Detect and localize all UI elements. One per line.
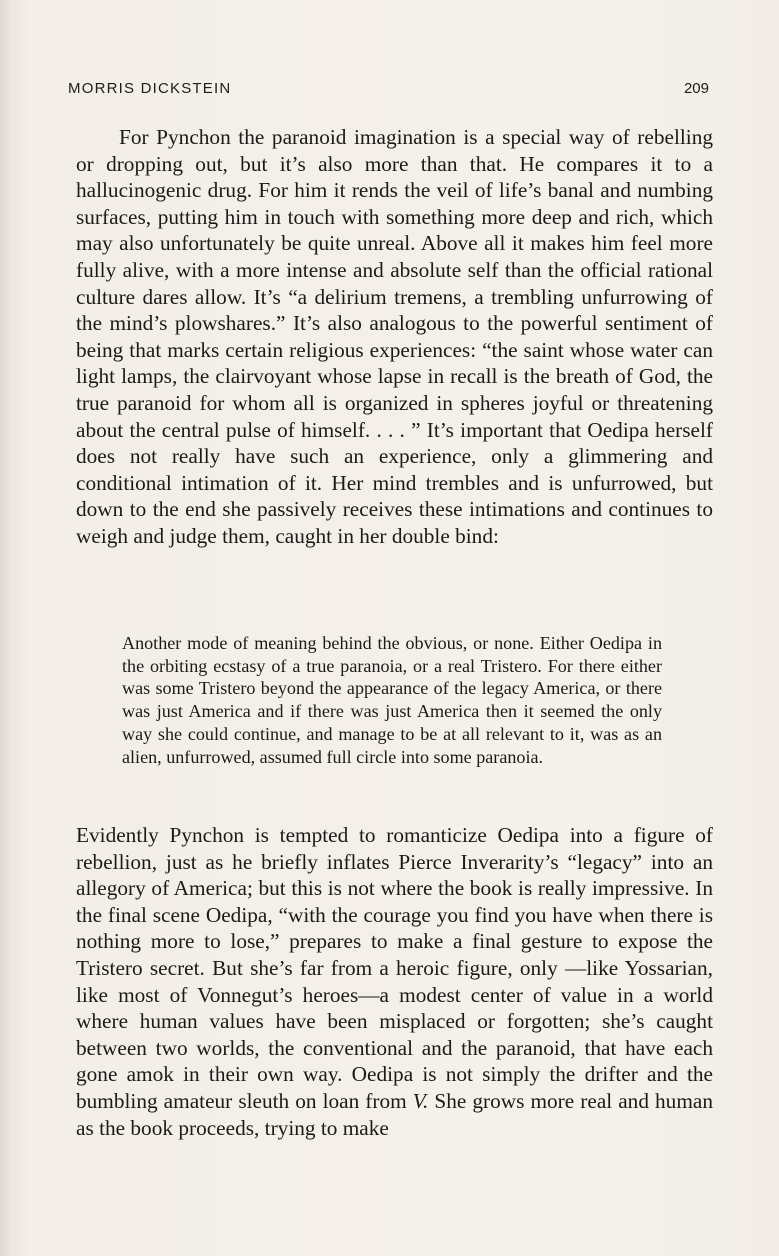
page-header: [68, 80, 709, 104]
page-number: 209: [683, 80, 709, 97]
book-title-italic: V.: [412, 1088, 429, 1113]
paragraph-2-main: Evidently Pynchon is tempted to romanticize Oedipa into a figure of rebellion, just as he briefly inflates Pierce Inverarity’s “legacy” into an allegory of America; but this is not where the book is really impressive. In the final scene Oedipa, “with the courage you find you have when there is nothing more to lose,” prepares to make a final gesture to expose the Tristero secret. But she’s far from a heroic figure, only —like Yossarian, like most of Vonnegut’s heroes—a modest center of value in a world where human values have been misplaced or forgotten; she’s caught between two worlds, the conventional and the paranoid, that have each gone amok in their own way. Oedipa is not simply the drifter and the bumbling amateur sleuth on loan from: [76, 823, 713, 1113]
block-quote: Another mode of meaning behind the obvious, or none. Either Oedipa in the orbiting ecstasy of a true paranoia, or a real Tristero. For there either was some Tristero beyond the appearance of the legacy America, or there was just America and if there was just America then it seemed the only way she could continue, and manage to be at all relevant to it, was as an alien, unfurrowed, assumed full circle into some paranoia.: [122, 633, 662, 767]
paragraph-2-end: She grows more real and human as the book proceeds, trying to make: [76, 1088, 713, 1140]
paragraph-2: [76, 822, 713, 1141]
running-head: MORRIS DICKSTEIN: [68, 80, 232, 97]
paragraph-1: For Pynchon the paranoid imagination is a special way of rebelling or dropping out, but it’s also more than that. He compares it to a hallucinogenic drug. For him it rends the veil of life’s banal and numbing surfaces, putting him in touch with something more deep and rich, which may also unfortunately be quite unreal. Above all it makes him feel more fully alive, with a more intense and absolute self than the official rational culture dares allow. It’s “a delirium tremens, a trembling unfurrowing of the mind’s plowshares.” It’s also analogous to the powerful sentiment of being that marks certain religious experiences: “the saint whose water can light lamps, the clairvoyant whose lapse in recall is the breath of God, the true paranoid for whom all is organized in spheres joyful or threatening about the central pulse of himself. . . . ” It’s important that Oedipa herself does not really have such an experience, only a glimmering and conditional intimation of it. Her mind trembles and is unfurrowed, but down to the end she passively receives these intimations and continues to weigh and judge them, caught in her double bind:: [76, 125, 713, 548]
